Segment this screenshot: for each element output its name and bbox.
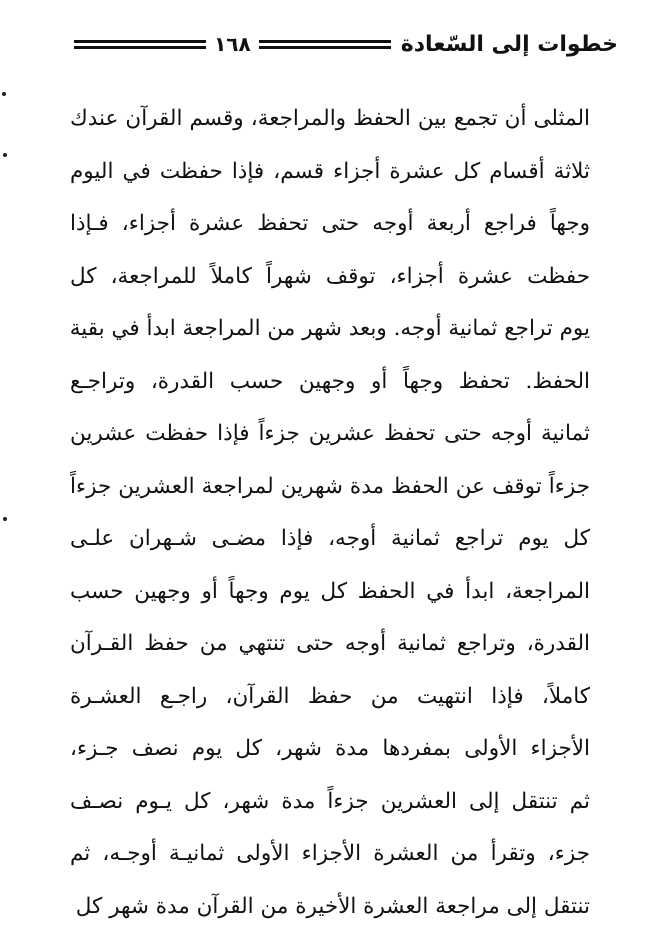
text-line: جزءاً توقف عن الحفظ مدة شهرين لمراجعة العشرين جزءاً [70,473,590,499]
text-line: القدرة، وتراجع ثمانية أوجه حتى تنتهي من حفظ القـرآن [70,631,590,656]
scan-speck [3,153,7,157]
body-text [70,96,590,936]
running-header [72,26,618,62]
header-rule-right [259,40,391,49]
text-line: تنتقل إلى مراجعة العشرة الأخيرة من القرآن مدة شهر كل [75,893,590,919]
text-line: المثلى أن تجمع بين الحفظ والمراجعة، وقسم القرآن عندك [70,106,590,131]
book-title: خطوات إلى السّعادة [400,31,618,57]
text-line: جزء، وتقرأ من العشرة الأجزاء الأولى ثمانيـة أوجـه، ثم [70,841,590,866]
text-line: ثم تنتقل إلى العشرين جزءاً مدة شهر، كل يـوم نصـف [70,788,590,814]
scan-speck [3,517,7,521]
text-line: وجهاً فراجع أربعة أوجه حتى تحفظ عشرة أجزاء، فـإذا [70,211,590,236]
text-line: ثمانية أوجه حتى تحفظ عشرين جزءاً فإذا حفظت عشرين [70,421,590,446]
page-number: ١٦٨ [214,32,251,56]
text-line: ثلاثة أقسام كل عشرة أجزاء قسم، فإذا حفظت في اليوم [70,158,590,184]
text-line: يوم تراجع ثمانية أوجه. وبعد شهر من المراجعة ابدأ في بقية [70,316,590,341]
text-line: الأجزاء الأولى بمفردها مدة شهر، كل يوم نصف جـزء، [70,736,590,761]
text-line: حفظت عشرة أجزاء، توقف شهراً كاملاً للمراجعة، كل [70,263,590,289]
text-line: الحفظ. تحفظ وجهاً أو وجهين حسب القدرة، وتراجـع [70,368,590,394]
text-line: كاملاً، فإذا انتهيت من حفظ القرآن، راجـع العشـرة [70,683,590,709]
text-line: المراجعة، ابدأ في الحفظ كل يوم وجهاً أو وجهين حسب [70,578,590,604]
text-line: كل يوم تراجع ثمانية أوجه، فإذا مضـى شـهران علـى [70,526,590,551]
scan-speck [2,92,6,96]
header-rule-left [74,40,206,49]
